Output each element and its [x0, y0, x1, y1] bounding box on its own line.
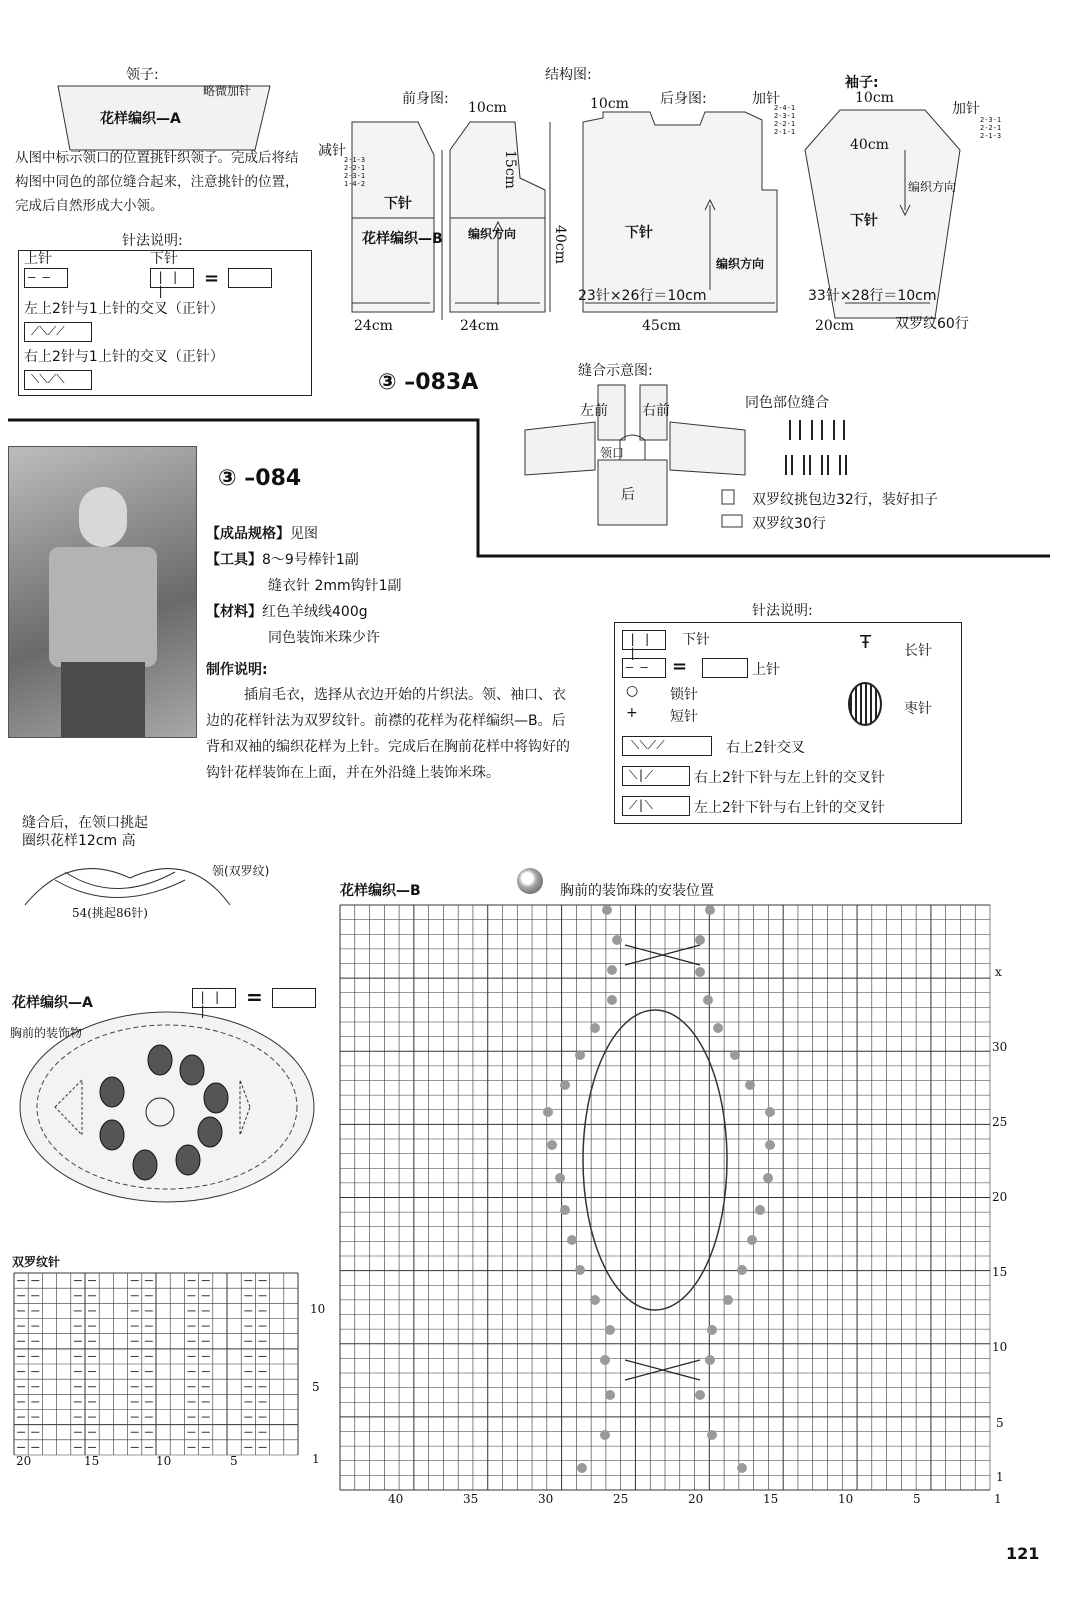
dim-sleeve-width: 40cm [850, 137, 889, 153]
bead-marker [707, 1325, 717, 1335]
tick-label: 1 [996, 1470, 1004, 1484]
increase-right-numbers: 2-3-1 2-2-1 2-1-3 [980, 116, 1002, 140]
chart-b-title: 花样编织—B [340, 883, 421, 899]
sleeve-rib-rows: 双罗纹60行 [895, 316, 969, 332]
tick-label: 15 [763, 1492, 779, 1506]
bead-marker [612, 935, 622, 945]
spec-material-2: 同色装饰米珠少许 [268, 630, 380, 646]
short-symbol: + [626, 705, 638, 721]
decrease-numbers: 2-1-3 2-2-1 2-3-1 1-4-2 [344, 156, 366, 188]
neck-pick-label: 54(挑起86针) [72, 906, 148, 920]
r-cross1-label: 右上2针交叉 [726, 740, 805, 756]
r-short-label: 短针 [670, 709, 698, 725]
bead-marker [730, 1050, 740, 1060]
r-cross2-label: 右上2针下针与左上针的交叉针 [694, 770, 885, 786]
bead-marker [695, 935, 705, 945]
spec-tools: 【工具】8～9号棒针1副 [206, 552, 359, 568]
bead-marker [695, 967, 705, 977]
tick-label: 5 [230, 1454, 238, 1468]
bead-marker [575, 1050, 585, 1060]
back-title: 后身图: [660, 91, 707, 107]
tick-label: 5 [913, 1492, 921, 1506]
sleeve-knit-label: 下针 [850, 213, 878, 229]
bead-marker [705, 905, 715, 915]
instructions-text: 插肩毛衣，选择从衣边开始的片织法。领、袖口、衣边的花样针法为双罗纹针。前襟的花样为花样编织—B。后背和双袖的编织花样为上针。完成后在胸前花样中将钩好的钩针花样装饰在上面，并在外沿缝上装饰米珠。 [206, 687, 570, 781]
r-blank-symbol [702, 658, 748, 678]
bead-marker [543, 1107, 553, 1117]
legend-right-title: 针法说明: [752, 603, 813, 619]
page-number: 121 [1006, 1544, 1040, 1563]
increase-right-label: 加针 [952, 101, 980, 117]
seam-note-1: 双罗纹挑包边32行，装好扣子 [752, 492, 938, 508]
pattern-code-083a: ③ –083A [378, 370, 479, 395]
legend-upper-label: 上针 [24, 251, 52, 267]
upper-stitch-symbol: — — [24, 268, 68, 288]
bead-marker [605, 1325, 615, 1335]
blank-square-symbol [228, 268, 272, 288]
sleeve-gauge: 33针×28行＝10cm [808, 288, 937, 304]
tick-label: 30 [538, 1492, 554, 1506]
bead-marker [590, 1295, 600, 1305]
dim-sleeve-bottom: 20cm [815, 318, 854, 334]
chart-a-decor-label: 胸前的装饰物 [10, 1026, 83, 1040]
dim-left-bottom: 24cm [354, 318, 393, 334]
tick-label: 1 [994, 1492, 1002, 1506]
r-chain-label: 锁针 [670, 687, 698, 703]
bead-marker [703, 995, 713, 1005]
bead-marker [763, 1173, 773, 1183]
seam-same-color: 同色部位缝合 [745, 395, 829, 411]
r-bobble-label: 枣针 [904, 701, 932, 717]
bobble-symbol [848, 682, 882, 726]
chain-symbol: ○ [626, 683, 639, 699]
front-pattern-b-label: 花样编织—B [362, 231, 443, 247]
tick-label: 30 [992, 1040, 1008, 1054]
bead-marker [765, 1140, 775, 1150]
tick-label: 20 [16, 1454, 32, 1468]
tick-label: 20 [688, 1492, 704, 1506]
collar-increase-note: 略微加针 [203, 84, 252, 98]
tick-label: 10 [156, 1454, 172, 1468]
bead-marker [607, 965, 617, 975]
seam-neck: 领口 [600, 446, 625, 460]
seam-note-2: 双罗纹30行 [752, 516, 826, 532]
structure-title: 结构图: [545, 67, 592, 83]
bead-marker [695, 1390, 705, 1400]
legend-lower-label: 下针 [150, 251, 178, 267]
bead-marker [755, 1205, 765, 1215]
bead-marker [745, 1080, 755, 1090]
front-left-panel [352, 122, 434, 312]
tick-label: 25 [613, 1492, 629, 1506]
pattern-code-084: ③ –084 [218, 466, 302, 491]
instructions-label: 制作说明: [206, 662, 268, 678]
front-title: 前身图: [402, 91, 449, 107]
bead-marker [737, 1463, 747, 1473]
equals-sign: = [204, 268, 220, 289]
bead-marker [600, 1430, 610, 1440]
dim-right-bottom: 24cm [460, 318, 499, 334]
sleeve-title: 袖子: [845, 75, 879, 91]
front-knit-label: 下针 [384, 196, 412, 212]
tick-label: 1 [312, 1452, 320, 1466]
bead-marker [705, 1355, 715, 1365]
r-upper-label: 上针 [752, 662, 780, 678]
decrease-label: 减针 [318, 143, 346, 159]
increase-left-numbers: 2-4-1 2-3-1 2-2-1 2-1-1 [774, 104, 796, 136]
bead-marker [567, 1235, 577, 1245]
tick-label: 40 [388, 1492, 404, 1506]
right-cross-symbol: ⟍⟍⟋⟍ [24, 370, 92, 390]
back-gauge: 23针×26行＝10cm [578, 288, 707, 304]
bead-marker [723, 1295, 733, 1305]
spec-tools-2: 缝衣针 2mm钩针1副 [268, 578, 402, 594]
bead-marker [555, 1173, 565, 1183]
back-direction-label: 编织方向 [716, 257, 765, 271]
r-long-label: 长针 [904, 643, 932, 659]
collar-pattern-label: 花样编织—A [100, 111, 181, 127]
tick-label: 10 [992, 1340, 1008, 1354]
bead-marker [600, 1355, 610, 1365]
spec-size: 【成品规格】见图 [206, 526, 318, 542]
left-cross-symbol: ⟋⟍⟋⟋ [24, 322, 92, 342]
seam-right-front: 右前 [642, 403, 670, 419]
neck-rib-label: 领(双罗纹) [212, 864, 270, 878]
dim-back-bottom: 45cm [642, 318, 681, 334]
neck-note-1: 缝合后，在领口挑起 [22, 815, 148, 831]
tick-label: 5 [312, 1380, 320, 1394]
bead-marker [605, 1390, 615, 1400]
bead-marker [577, 1463, 587, 1473]
tick-label: 20 [992, 1190, 1008, 1204]
tick-label: 15 [992, 1265, 1008, 1279]
collar-description: 从图中标示领口的位置挑针织领子。完成后将结构图中同色的部位缝合起来，注意挑针的位置，完成后自然形成大小领。 [15, 150, 299, 214]
tick-label: 35 [463, 1492, 479, 1506]
front-direction-label: 编织方向 [468, 227, 517, 241]
dim-height: 40cm [552, 225, 568, 264]
dim-sleeve-top: 10cm [855, 90, 894, 106]
spec-material: 【材料】红色羊绒线400g [206, 604, 368, 620]
a-blank-symbol [272, 988, 316, 1008]
sleeve-direction-label: 编织方向 [908, 180, 957, 194]
chart-b-grid [340, 905, 990, 1490]
r-knit-symbol: | | | [622, 630, 666, 650]
bead-marker [737, 1265, 747, 1275]
dim-front-top: 10cm [468, 100, 507, 116]
tick-label: 10 [838, 1492, 854, 1506]
dim-back-top: 10cm [590, 96, 629, 112]
bead-marker [560, 1205, 570, 1215]
bead-marker [607, 995, 617, 1005]
increase-left-label: 加针 [752, 91, 780, 107]
bead-marker [575, 1265, 585, 1275]
dim-front-side: 15cm [502, 150, 518, 189]
back-panel [583, 112, 777, 312]
tick-label: 25 [992, 1115, 1008, 1129]
bead-marker [590, 1023, 600, 1033]
r-equals: = [672, 656, 688, 677]
chart-a-title: 花样编织—A [12, 995, 93, 1011]
r-purl-symbol: — — [622, 658, 666, 678]
r-lower-label: 下针 [682, 632, 710, 648]
legend-top-title: 针法说明: [122, 233, 183, 249]
seam-title: 缝合示意图: [578, 363, 653, 379]
bead-marker [560, 1080, 570, 1090]
tick-label: x [995, 965, 1002, 979]
bead-marker [707, 1430, 717, 1440]
knit-stitch-symbol: | | | [150, 268, 194, 288]
bead-marker [602, 905, 612, 915]
bead-marker [713, 1023, 723, 1033]
bead-marker [765, 1107, 775, 1117]
back-knit-label: 下针 [625, 225, 653, 241]
bead-marker [547, 1140, 557, 1150]
tick-label: 10 [310, 1302, 326, 1316]
neck-note-2: 圈织花样12cm 高 [22, 833, 136, 849]
left-cross-label: 左上2针与1上针的交叉（正针） [24, 301, 224, 317]
r-cross3-label: 左上2针下针与右上针的交叉针 [694, 800, 885, 816]
rib-grid [14, 1273, 298, 1455]
long-stitch-symbol: Ŧ [860, 632, 871, 653]
seam-back: 后 [621, 487, 635, 503]
a-knit-symbol: | | | [192, 988, 236, 1008]
collar-title: 领子: [126, 67, 159, 83]
rib-title: 双罗纹针 [12, 1255, 61, 1269]
tick-label: 15 [84, 1454, 100, 1468]
model-photo [8, 446, 197, 738]
tick-label: 5 [996, 1416, 1004, 1430]
right-cross-label: 右上2针与1上针的交叉（正针） [24, 349, 224, 365]
a-equals: = [246, 985, 263, 1009]
bead-icon [517, 868, 543, 894]
cross2-symbol: ⟍|⟋ [622, 766, 690, 786]
seam-left-front: 左前 [580, 403, 608, 419]
chart-b-bead-note: 胸前的装饰珠的安装位置 [560, 883, 714, 899]
cross1-symbol: ⟍⟍⟋⟋ [622, 736, 712, 756]
cross3-symbol: ⟋|⟍ [622, 796, 690, 816]
bead-marker [747, 1235, 757, 1245]
